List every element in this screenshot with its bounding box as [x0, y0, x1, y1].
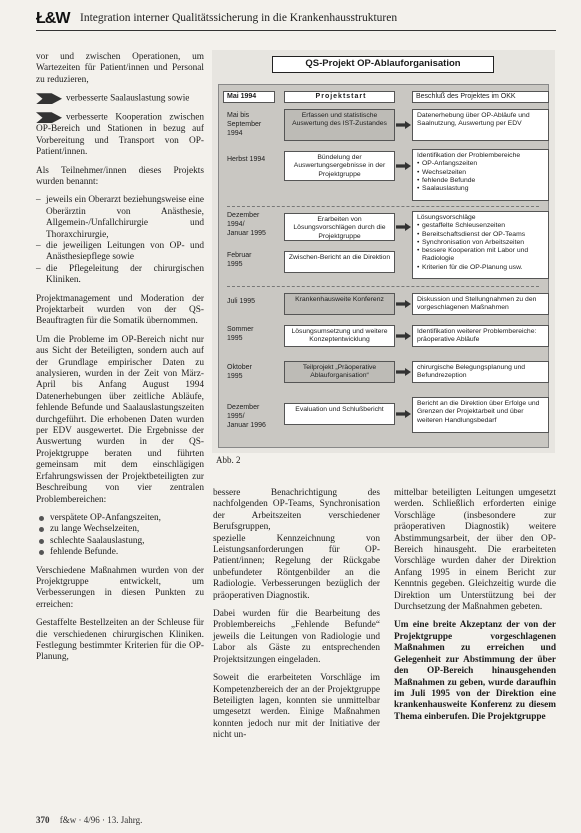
step-box: Lösungsumsetzung und weitere Konzeptentwicklung	[284, 325, 395, 347]
list-item: • Saalauslastung	[417, 185, 544, 193]
journal-issue: f&w · 4/96 · 13. Jahrg.	[59, 815, 143, 825]
detail-box: chirurgische Belegungsplanung und Befundrezeption	[412, 361, 549, 383]
detail-box: Identifikation weiterer Problembereiche: präoperative Abläufe	[412, 325, 549, 347]
arrow-icon	[396, 162, 411, 170]
list-item: zu lange Wechselzeiten,	[36, 524, 204, 535]
col1-intro: vor und zwischen Operationen, um Wartezeiten für Patient/innen und Personal zu reduzieren,	[36, 52, 204, 85]
divider	[227, 206, 539, 207]
list-item: schlechte Saalauslastung,	[36, 536, 204, 547]
figure-caption: Abb. 2	[216, 455, 241, 465]
list-item: • Synchronisation von Arbeitszeiten	[417, 239, 544, 247]
step-box: Zwischen-Bericht an die Direktion	[284, 251, 395, 273]
col1-arrow-item-2: verbesserte Kooperation zwischen OP-Bereich und Stationen in bezug auf Vorbereitung und Transport von OP-Patient/innen.	[36, 112, 204, 158]
list-item: • Kriterien für die OP-Planung usw.	[417, 264, 544, 272]
solutions	[417, 222, 544, 272]
page-number: 370	[36, 815, 50, 825]
step-box: Erarbeiten von Lösungsvorschlägen durch die Projektgruppe	[284, 213, 395, 241]
col2-p3: Dabei wurden für die Bearbeitung des Problembereichs „Fehlende Befunde“ jeweils die Leitungen von Radiologie und Labor als Gäste zu entsprechenden Projektsitzungen eingeladen.	[213, 609, 380, 665]
column-1	[36, 52, 204, 671]
phase-label: Oktober 1995	[227, 364, 252, 380]
col2-p2: spezielle Kennzeichnung von Leistungsanforderungen für OP-Patient/innen; Regelung der Rückgabe unbefundeter Röntgenbilder an die Radiologie. Verbesserungen bezüglich der präoperativen Diagnostik.	[213, 533, 380, 601]
list-item: – jeweils ein Oberarzt beziehungsweise eine Oberärztin von Anästhesie, Allgemein-/Unfallchirurgie und Thoraxchirurgie,	[36, 195, 204, 241]
members-list	[36, 195, 204, 286]
arrow-icon	[396, 332, 411, 340]
list-item: • Wechselzeiten	[417, 169, 544, 177]
divider	[227, 286, 539, 287]
phase-label: Februar 1995	[227, 252, 252, 268]
col1-arrow-item-1: verbesserte Saalauslastung sowie	[36, 93, 204, 105]
arrow-icon	[36, 112, 62, 123]
arrow-icon	[396, 300, 411, 308]
detail-box: Diskussion und Stellungnahmen zu den vorgeschlagenen Maßnahmen	[412, 293, 549, 315]
list-item: • bessere Kooperation mit Labor und Radiologie	[417, 247, 544, 264]
col2-p4: Soweit die erarbeiteten Vorschläge im Kompetenzbereich der an der Projektgruppe Beteiligten lagen, konnten sie unmittelbar umgesetzt werden. Einige Maßnahmen konnten jedoch nur mit der Initiative der nicht un-	[213, 673, 380, 741]
list-item: verspätete OP-Anfangszeiten,	[36, 513, 204, 524]
list-item: – die jeweiligen Leitungen von OP- und Anästhesiepflege sowie	[36, 241, 204, 264]
phase-label: Herbst 1994	[227, 156, 266, 163]
arrow-icon	[396, 223, 411, 231]
detail-box: Datenerhebung über OP-Abläufe und Saalnutzung, Auswertung per EDV	[412, 109, 549, 141]
step-box: Erfassen und statistische Auswertung des IST-Zustandes	[284, 109, 395, 141]
col1-measures: Verschiedene Maßnahmen wurden von der Projektgruppe entwickelt, um Verbesserungen in diesen Punkten zu erreichen:	[36, 565, 204, 610]
column-2	[213, 488, 380, 749]
page-footer	[36, 815, 142, 825]
phase-label: Mai bis September 1994	[227, 112, 262, 137]
phase-label: Dezember 1995/ Januar 1996	[227, 404, 266, 429]
arrow-icon	[36, 93, 62, 104]
col1-problems: Um die Probleme im OP-Bereich nicht nur aus Sicht der Beteiligten, sondern auch auf der Grundlage empirischer Daten zu analysieren, wurden in der Zeit von März-April bis Anfang August 1994 Datenerhebungen über zeitliche Abläufe, fehlende Befunde und Saalauslastungszeiten durchgeführt. Die erhobenen Daten wurden per EDV ausgewertet. Die Ergebnisse der Auswertung wurden in der QS-Projektgruppe beraten und führten gemeinsam mit dem einschlägigen Erfahrungswissen der Projektbeteiligten zur Beschreibung von vier zentralen Problembereichen:	[36, 334, 204, 505]
page-header	[36, 9, 556, 31]
arrow-icon	[396, 121, 411, 129]
list-item: fehlende Befunde.	[36, 547, 204, 558]
step-box: Krankenhausweite Konferenz	[284, 293, 395, 315]
detail-box: Bericht an die Direktion über Erfolge und Grenzen der Projektarbeit und über weiteren Handlungsbedarf	[412, 397, 549, 433]
step-box: Bündelung der Auswertungsergebnisse in der Projektgruppe	[284, 151, 395, 181]
arrow-icon	[396, 368, 411, 376]
column-3	[394, 488, 556, 730]
list-item: • OP-Anfangszeiten	[417, 160, 544, 168]
col1-members-intro: Als Teilnehmer/innen dieses Projekts wurden benannt:	[36, 165, 204, 187]
list-item: • Bereitschaftsdienst der OP-Teams	[417, 231, 544, 239]
col2-p1: bessere Benachrichtigung des nachfolgenden OP-Teams, Synchronisation der Arbeitszeiten verschiedener Berufsgruppen,	[213, 488, 380, 533]
figure-banner	[218, 84, 549, 448]
arrow-icon	[396, 410, 411, 418]
header-project-start: Projektstart	[284, 91, 395, 103]
process-figure	[212, 50, 555, 453]
col1-last: Gestaffelte Bestellzeiten an der Schleuse für die verschiedenen chirurgischen Kliniken. Festlegung bestimmter Kriterien für die OP-Planung,	[36, 618, 204, 663]
figure-title: QS-Projekt OP-Ablauforganisation	[272, 56, 494, 73]
problem-areas-list	[36, 513, 204, 559]
header-date: Mai 1994	[223, 91, 275, 103]
col1-management: Projektmanagement und Moderation der Projektarbeit wurden von der QS-Beauftragten für die Somatik übernommen.	[36, 293, 204, 327]
list-item: • gestaffelte Schleusenzeiten	[417, 222, 544, 230]
step-box: Evaluation und Schlußbericht	[284, 403, 395, 425]
problem-areas	[417, 160, 544, 193]
phase-label: Juli 1995	[227, 298, 256, 305]
journal-logo: Ł&W	[36, 10, 70, 27]
detail-box: Lösungsvorschläge • gestaffelte Schleusenzeiten • Bereitschaftsdienst der OP-Teams • Synchronisation von Arbeitszeiten • bessere Kooperation mit Labor und Radiologie • Kriterien für die OP-Planung usw.	[412, 211, 549, 279]
list-item: • fehlende Befunde	[417, 177, 544, 185]
detail-box: Identifikation der Problembereiche • OP-Anfangszeiten • Wechselzeiten • fehlende Befunde • Saalauslastung	[412, 149, 549, 201]
running-title: Integration interner Qualitätssicherung in die Krankenhausstrukturen	[80, 12, 398, 24]
col3-p1: mittelbar beteiligten Leitungen umgesetzt werden. Schließlich erforderten einige Vorschläge (insbesondere zur präoperativen Diagnostik) weitere Abstimmungsarbeit, der über den OP-Bereich hinausgeht. Die erarbeiteten Vorschläge wurden daher der Direktion Anfang 1995 in einem Bericht zur Kenntnis gegeben. Gleichzeitig wurde die Direktion um Unterstützung bei der Durchsetzung der Maßnahmen gebeten.	[394, 488, 556, 613]
step-box: Teilprojekt „Präoperative Ablauforganisation“	[284, 361, 395, 383]
phase-label: Dezember 1994/ Januar 1995	[227, 212, 266, 237]
phase-label: Sommer 1995	[227, 326, 254, 342]
col3-p2: Um eine breite Akzeptanz der von der Projektgruppe vorgeschlagenen Maßnahmen zu erreichen und Gelegenheit zur Abstimmung der über den OP-Bereich hinausgehenden Maßnahmen zu geben, wurde daraufhin im Juli 1995 von der Direktion eine krankenhausweite Konferenz zu diesem Thema einberufen. Die Projektgruppe	[394, 620, 556, 722]
header-resolution: Beschluß des Projektes im OKK	[412, 91, 549, 103]
list-item: – die Pflegeleitung der chirurgischen Kliniken.	[36, 264, 204, 287]
